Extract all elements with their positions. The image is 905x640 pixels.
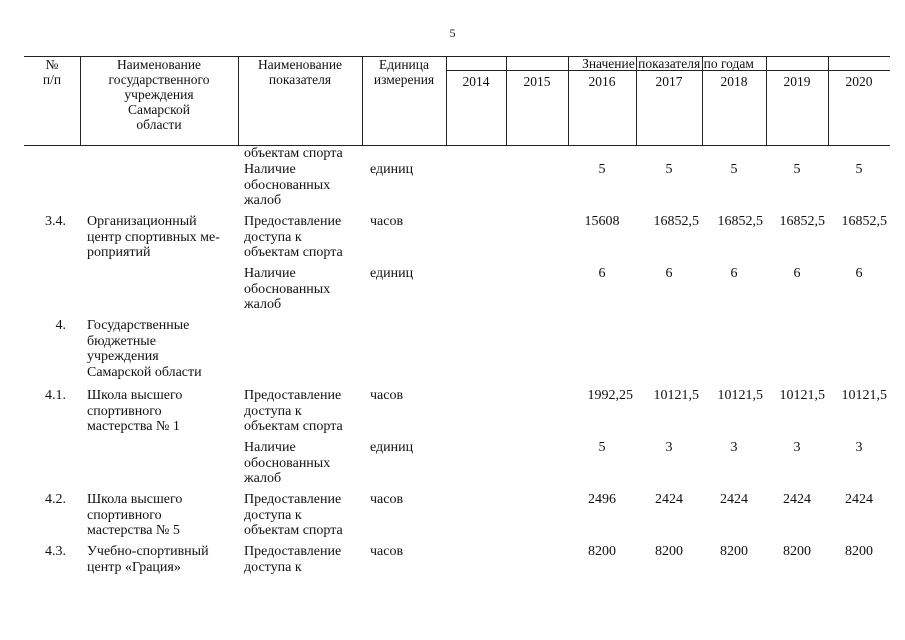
row-value: 8200 <box>783 544 811 559</box>
row-unit: часов <box>370 214 404 229</box>
row-value: 2496 <box>588 492 616 507</box>
row-value: 6 <box>598 266 606 281</box>
header-year: 2014 <box>462 74 490 89</box>
row-value: 6 <box>793 266 801 281</box>
row-value: 8200 <box>845 544 873 559</box>
row-number: 4. <box>55 318 66 333</box>
header-year: 2017 <box>655 74 683 89</box>
row-indicator: Предоставление доступа к <box>244 544 342 575</box>
header-year: 2016 <box>588 74 616 89</box>
row-value: 5 <box>598 162 606 177</box>
row-value: 5 <box>598 440 606 455</box>
row-indicator: Наличие обоснованных жалоб <box>244 266 331 312</box>
header-indicator: Наименование показателя <box>257 57 343 87</box>
row-number: 3.4. <box>45 214 66 229</box>
page-number: 5 <box>449 26 456 40</box>
row-value: 16852,5 <box>717 214 763 229</box>
row-indicator: Наличие обоснованных жалоб <box>244 440 331 486</box>
row-value: 5 <box>793 162 801 177</box>
row-value: 10121,5 <box>653 388 699 403</box>
header-num: № п/п <box>42 57 62 87</box>
row-indicator: Предоставление доступа к объектам спорта <box>244 214 343 260</box>
row-number: 4.2. <box>45 492 66 507</box>
row-indicator: Предоставление доступа к объектам спорта <box>244 492 343 538</box>
row-unit: часов <box>370 388 404 403</box>
row-value: 5 <box>855 162 863 177</box>
row-value: 6 <box>730 266 738 281</box>
row-value: 3 <box>793 440 801 455</box>
row-unit: часов <box>370 544 404 559</box>
row-value: 1992,25 <box>587 388 633 403</box>
row-value: 2424 <box>845 492 873 507</box>
header-year: 2015 <box>523 74 551 89</box>
row-number: 4.1. <box>45 388 66 403</box>
header-institution: Наименование государственного учреждения Самарской области <box>108 57 210 132</box>
row-value: 6 <box>855 266 863 281</box>
row-value: 3 <box>855 440 863 455</box>
row-value: 16852,5 <box>779 214 825 229</box>
row-value: 5 <box>730 162 738 177</box>
row-value: 2424 <box>720 492 748 507</box>
row-number: 4.3. <box>45 544 66 559</box>
header-unit: Единица измерения <box>373 57 435 87</box>
row-indicator: Предоставление доступа к объектам спорта <box>244 388 343 434</box>
row-unit: единиц <box>370 440 414 455</box>
row-value: 6 <box>665 266 673 281</box>
row-unit: часов <box>370 492 404 507</box>
row-value: 10121,5 <box>841 388 887 403</box>
row-institution: Государственные бюджетные учреждения Самарской области <box>87 318 202 380</box>
row-indicator: объектам спорта <box>244 146 343 161</box>
row-value: 2424 <box>783 492 811 507</box>
row-institution: Учебно-спортивный центр «Грация» <box>87 544 209 575</box>
row-unit: единиц <box>370 266 414 281</box>
row-value: 3 <box>730 440 738 455</box>
row-value: 8200 <box>588 544 616 559</box>
row-institution: Организационный центр спортивных ме- роприятий <box>87 214 220 260</box>
row-value: 2424 <box>655 492 683 507</box>
row-institution: Школа высшего спортивного мастерства № 5 <box>87 492 183 538</box>
row-value: 8200 <box>720 544 748 559</box>
row-value: 10121,5 <box>717 388 763 403</box>
header-values-title: Значение показателя по годам <box>582 56 754 71</box>
row-value: 16852,5 <box>653 214 699 229</box>
row-institution: Школа высшего спортивного мастерства № 1 <box>87 388 183 434</box>
header-year: 2020 <box>845 74 873 89</box>
row-value: 3 <box>665 440 673 455</box>
row-value: 15608 <box>584 214 620 229</box>
row-value: 10121,5 <box>779 388 825 403</box>
row-value: 16852,5 <box>841 214 887 229</box>
row-value: 8200 <box>655 544 683 559</box>
row-unit: единиц <box>370 162 414 177</box>
row-value: 5 <box>665 162 673 177</box>
row-indicator: Наличие обоснованных жалоб <box>244 162 331 208</box>
header-year: 2019 <box>783 74 811 89</box>
header-year: 2018 <box>720 74 748 89</box>
